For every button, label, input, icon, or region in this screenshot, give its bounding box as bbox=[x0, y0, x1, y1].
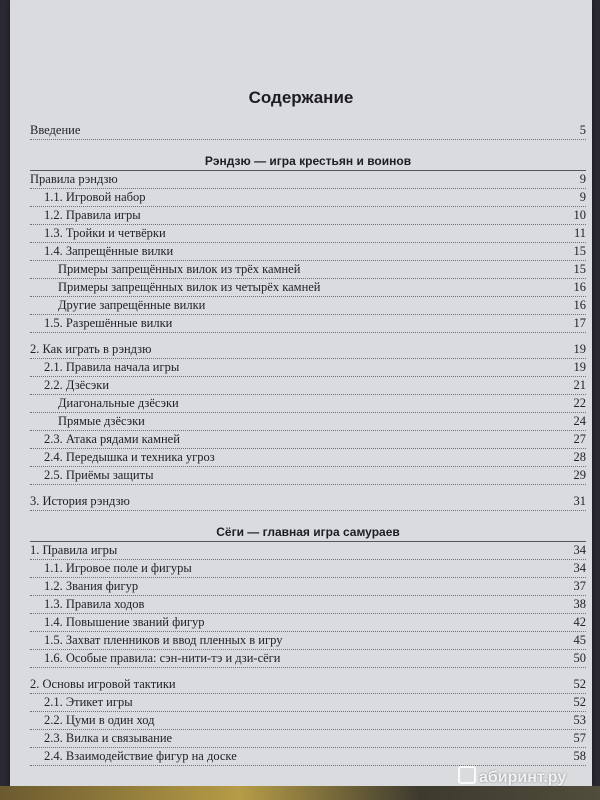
toc-entry-page: 10 bbox=[573, 208, 586, 222]
toc-entry-page: 17 bbox=[573, 316, 586, 330]
toc-entry-label: Прямые дзёсэки bbox=[58, 414, 145, 428]
toc-entry-label: 1.4. Повышение званий фигур bbox=[44, 615, 205, 629]
toc-entry-page: 9 bbox=[579, 172, 586, 186]
toc-entry-page: 57 bbox=[573, 731, 586, 745]
toc-entry bbox=[30, 341, 586, 359]
toc-entry-page: 34 bbox=[573, 543, 586, 557]
toc-entry-label: 2.3. Атака рядами камней bbox=[44, 432, 180, 446]
toc-entry-label: 1.3. Правила ходов bbox=[44, 597, 145, 611]
toc-entry-label: Примеры запрещённых вилок из четырёх камней bbox=[58, 280, 321, 294]
toc-entry-page: 29 bbox=[573, 468, 586, 482]
section-heading-renju: Рэндзю — игра крестьян и воинов bbox=[204, 154, 412, 168]
toc-entry bbox=[30, 377, 586, 395]
toc-entry-page: 9 bbox=[579, 190, 586, 204]
toc-entry-label: 1.1. Игровой набор bbox=[44, 190, 146, 204]
toc-entry bbox=[30, 431, 586, 449]
toc-entry bbox=[30, 261, 586, 279]
toc-entry bbox=[30, 694, 586, 712]
toc-entry bbox=[30, 596, 586, 614]
toc-entry-label: 2.5. Приёмы защиты bbox=[44, 468, 154, 482]
toc-entry bbox=[30, 297, 586, 315]
toc-entry-label: 1.4. Запрещённые вилки bbox=[44, 244, 174, 258]
toc-entry-label: 1.2. Звания фигур bbox=[44, 579, 139, 593]
toc-entry bbox=[30, 395, 586, 413]
book-cover-edge bbox=[0, 786, 600, 800]
toc-entry-label: 1.2. Правила игры bbox=[44, 208, 141, 222]
toc-entry-label: 1.5. Разрешённые вилки bbox=[44, 316, 173, 330]
toc-entry-page: 31 bbox=[573, 494, 586, 508]
site-watermark bbox=[458, 766, 566, 787]
toc-entry-page: 21 bbox=[573, 378, 586, 392]
toc-entry bbox=[30, 315, 586, 333]
toc-entry-label: Примеры запрещённых вилок из трёх камней bbox=[58, 262, 301, 276]
toc-entry-page: 52 bbox=[573, 677, 586, 691]
toc-entry-page: 28 bbox=[573, 450, 586, 464]
toc-entry-page: 15 bbox=[573, 262, 586, 276]
toc-entry-page: 5 bbox=[579, 123, 586, 137]
toc-entry-label: 1.3. Тройки и четвёрки bbox=[44, 226, 166, 240]
toc-entry bbox=[30, 578, 586, 596]
toc-entry-page: 16 bbox=[573, 280, 586, 294]
toc-entry bbox=[30, 413, 586, 431]
toc-entry-label: Введение bbox=[30, 123, 81, 137]
toc-entry-page: 11 bbox=[573, 226, 586, 240]
toc-entry bbox=[30, 207, 586, 225]
section-renju-list bbox=[30, 170, 586, 511]
toc-entry-label: 2.4. Взаимодействие фигур на доске bbox=[44, 749, 237, 763]
toc-entry-page: 19 bbox=[573, 342, 586, 356]
toc-entry-page: 50 bbox=[573, 651, 586, 665]
toc-entry bbox=[30, 359, 586, 377]
toc-entry-page: 37 bbox=[573, 579, 586, 593]
toc-entry-page: 38 bbox=[573, 597, 586, 611]
toc-entry-page: 45 bbox=[573, 633, 586, 647]
toc-entry-label: Другие запрещённые вилки bbox=[58, 298, 206, 312]
toc-entry-page: 24 bbox=[573, 414, 586, 428]
toc-entry bbox=[30, 171, 586, 189]
toc-entry-page: 34 bbox=[573, 561, 586, 575]
toc-entry-label: 2.4. Передышка и техника угроз bbox=[44, 450, 215, 464]
toc-entry-label: 2.1. Этикет игры bbox=[44, 695, 133, 709]
toc-entry bbox=[30, 712, 586, 730]
toc-entry-label: 2.3. Вилка и связывание bbox=[44, 731, 173, 745]
section-shogi-list bbox=[30, 541, 586, 766]
toc-entry bbox=[30, 243, 586, 261]
toc-entry-page: 15 bbox=[573, 244, 586, 258]
page-title: Содержание bbox=[248, 88, 354, 107]
toc-entry-label: 1.6. Особые правила: сэн-нити-тэ и дзи-сёги bbox=[44, 651, 281, 665]
toc-entry-label: Правила рэндзю bbox=[30, 172, 118, 186]
toc-entry bbox=[30, 493, 586, 511]
labirint-logo-icon bbox=[458, 766, 476, 784]
toc-entry bbox=[30, 650, 586, 668]
toc-entry-page: 16 bbox=[573, 298, 586, 312]
toc-entry bbox=[30, 467, 586, 485]
toc-entry bbox=[30, 542, 586, 560]
toc-entry-page: 53 bbox=[573, 713, 586, 727]
toc-entry-intro bbox=[30, 122, 586, 140]
toc-entry-label: 2. Основы игровой тактики bbox=[30, 677, 176, 691]
toc-entry-page: 19 bbox=[573, 360, 586, 374]
toc-entry bbox=[30, 279, 586, 297]
toc-entry-page: 27 bbox=[573, 432, 586, 446]
book-page bbox=[10, 0, 592, 786]
toc-entry-label: 1.5. Захват пленников и ввод пленных в игру bbox=[44, 633, 283, 647]
section-heading-shogi: Сёги — главная игра самураев bbox=[216, 525, 400, 539]
toc-entry bbox=[30, 632, 586, 650]
toc-entry-label: 2.2. Дзёсэки bbox=[44, 378, 110, 392]
toc-entry-page: 22 bbox=[573, 396, 586, 410]
toc-entry bbox=[30, 676, 586, 694]
toc-entry-label: 2. Как играть в рэндзю bbox=[30, 342, 152, 356]
toc-entry bbox=[30, 748, 586, 766]
toc-entry bbox=[30, 225, 586, 243]
toc-entry-label: 1.1. Игровое поле и фигуры bbox=[44, 561, 192, 575]
toc-entry bbox=[30, 189, 586, 207]
toc-entry-page: 58 bbox=[573, 749, 586, 763]
toc-entry-label: 3. История рэндзю bbox=[30, 494, 130, 508]
toc-entry-page: 52 bbox=[573, 695, 586, 709]
toc-entry-page: 42 bbox=[573, 615, 586, 629]
table-of-contents bbox=[30, 122, 586, 766]
toc-entry-label: 1. Правила игры bbox=[30, 543, 118, 557]
toc-entry bbox=[30, 560, 586, 578]
toc-entry-label: 2.2. Цуми в один ход bbox=[44, 713, 155, 727]
toc-entry bbox=[30, 730, 586, 748]
toc-entry-label: 2.1. Правила начала игры bbox=[44, 360, 180, 374]
toc-entry bbox=[30, 614, 586, 632]
toc-entry bbox=[30, 449, 586, 467]
watermark-text: абиринт.ру bbox=[479, 769, 567, 786]
toc-entry-label: Диагональные дзёсэки bbox=[58, 396, 179, 410]
